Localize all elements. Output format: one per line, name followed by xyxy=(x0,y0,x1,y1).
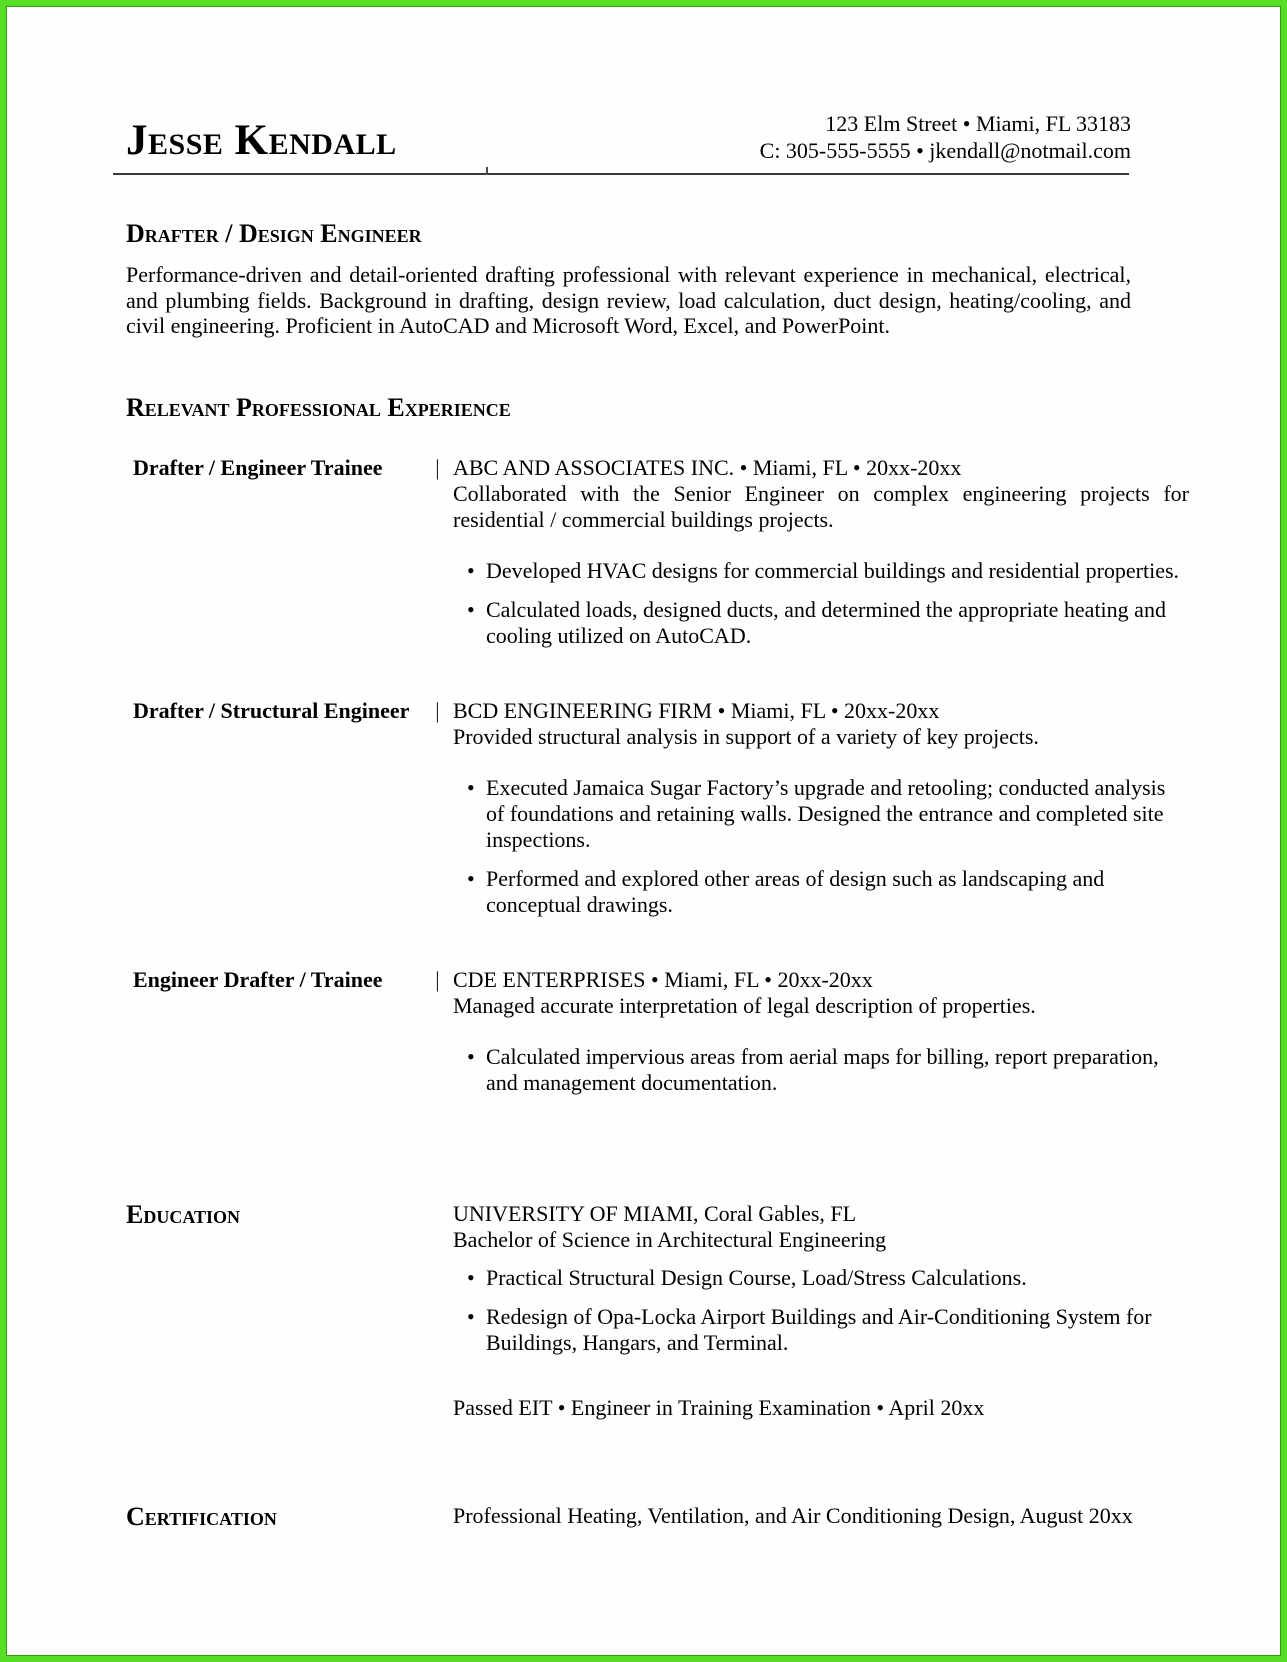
bullet-item xyxy=(453,597,1189,649)
company-line: ABC AND ASSOCIATES INC. • Miami, FL • 20xx-20xx xyxy=(453,454,962,480)
bullet-text: Developed HVAC designs for commercial buildings and residential properties. xyxy=(486,557,1180,583)
job-description: Managed accurate interpretation of legal description of properties. xyxy=(453,992,1036,1018)
job-body xyxy=(453,967,1189,1109)
job-description: Collaborated with the Senior Engineer on complex engineering projects for residential / commercial buildings projects. xyxy=(453,480,1189,532)
profile-title: Drafter / Design Engineer xyxy=(126,219,422,248)
certification-heading: Certification xyxy=(126,1501,277,1531)
address-line: 123 Elm Street • Miami, FL 33183 xyxy=(825,111,1131,136)
bullet-icon: • xyxy=(467,865,475,891)
bullet-text: Calculated impervious areas from aerial maps for billing, report preparation, and management documentation. xyxy=(486,1043,1159,1095)
bullet-text: Practical Structural Design Course, Load/Stress Calculations. xyxy=(486,1264,1027,1290)
company-line: CDE ENTERPRISES • Miami, FL • 20xx-20xx xyxy=(453,966,873,992)
phone-email-line: C: 305-555-5555 • jkendall@notmail.com xyxy=(759,138,1131,163)
header-divider xyxy=(113,173,1129,175)
job-body xyxy=(453,455,1189,662)
degree-line: Bachelor of Science in Architectural Engineering xyxy=(453,1226,887,1252)
contact-block xyxy=(760,110,1131,164)
profile-summary: Performance-driven and detail-oriented drafting professional with relevant experience in mechanical, electrical, and plumbing fields. Background in drafting, design review, load calculation, duct design, heating/cooling, and civil engineering. Proficient in AutoCAD and Microsoft Word, Excel, and PowerPoint. xyxy=(126,262,1131,338)
pipe-separator: | xyxy=(435,966,440,992)
bullet-item xyxy=(453,1265,1189,1291)
job-bullet-list xyxy=(453,1044,1189,1096)
school-line: UNIVERSITY OF MIAMI, Coral Gables, FL xyxy=(453,1200,857,1226)
company-line: BCD ENGINEERING FIRM • Miami, FL • 20xx-20xx xyxy=(453,697,940,723)
bullet-icon: • xyxy=(467,774,475,800)
job-entry xyxy=(126,455,1189,662)
bullet-item xyxy=(453,775,1189,853)
job-title: Drafter / Structural Engineer xyxy=(133,697,410,723)
bullet-item xyxy=(453,1304,1189,1356)
bullet-item xyxy=(453,866,1189,918)
job-title: Engineer Drafter / Trainee xyxy=(133,966,383,992)
job-title: Drafter / Engineer Trainee xyxy=(133,454,383,480)
certification-detail: Professional Heating, Ventilation, and Air Conditioning Design, August 20xx xyxy=(453,1502,1133,1528)
header xyxy=(126,110,1131,164)
bullet-text: Performed and explored other areas of design such as landscaping and conceptual drawings. xyxy=(486,865,1105,917)
bullet-icon: • xyxy=(467,557,475,583)
education-section xyxy=(126,1201,1189,1369)
bullet-icon: • xyxy=(467,1303,475,1329)
bullet-icon: • xyxy=(467,1264,475,1290)
experience-heading: Relevant Professional Experience xyxy=(126,392,511,422)
pipe-separator: | xyxy=(435,454,440,480)
bullet-icon: • xyxy=(467,1043,475,1069)
bullet-icon: • xyxy=(467,596,475,622)
exam-row xyxy=(126,1395,1189,1421)
job-body xyxy=(453,698,1189,931)
bullet-text: Redesign of Opa-Locka Airport Buildings and Air-Conditioning System for Buildings, Hangars, and Terminal. xyxy=(486,1303,1152,1355)
exam-spacer xyxy=(126,1395,453,1421)
rule-tick-mark xyxy=(486,167,488,175)
person-name: Jesse Kendall xyxy=(126,117,397,164)
education-body xyxy=(453,1201,1189,1369)
job-description: Provided structural analysis in support of a variety of key projects. xyxy=(453,723,1039,749)
job-entry xyxy=(126,967,1189,1109)
bullet-item xyxy=(453,1044,1189,1096)
job-entry xyxy=(126,698,1189,931)
certification-section xyxy=(126,1503,1189,1531)
job-bullet-list xyxy=(453,775,1189,918)
education-bullet-list xyxy=(453,1265,1189,1356)
bullet-text: Executed Jamaica Sugar Factory’s upgrade and retooling; conducted analysis of foundations and retaining walls. Designed the entrance and completed site inspections. xyxy=(486,774,1166,852)
bullet-text: Calculated loads, designed ducts, and determined the appropriate heating and cooling utilized on AutoCAD. xyxy=(486,596,1166,648)
resume-content xyxy=(6,6,1281,1531)
exam-line: Passed EIT • Engineer in Training Examination • April 20xx xyxy=(453,1394,985,1420)
education-heading: Education xyxy=(126,1199,241,1229)
job-bullet-list xyxy=(453,558,1189,649)
pipe-separator: | xyxy=(435,697,440,723)
bullet-item xyxy=(453,558,1189,584)
